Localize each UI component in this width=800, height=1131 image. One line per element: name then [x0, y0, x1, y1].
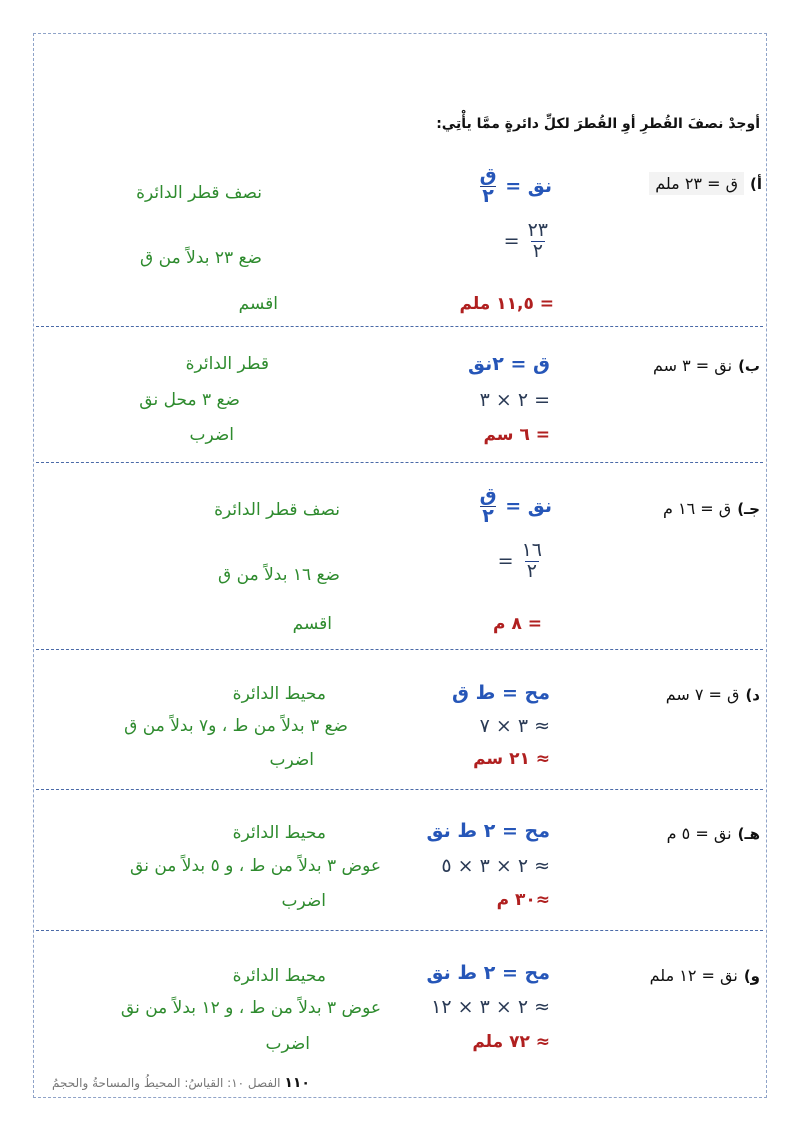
formula: ق = ٢نق [467, 353, 550, 375]
result-note: اضرب [189, 425, 234, 445]
problem-b-header [653, 356, 760, 375]
formula: مح = ٢ ط نق [426, 962, 550, 984]
result: = ٨ م [493, 614, 542, 634]
problem-label: جـ) [737, 499, 760, 518]
result: = ١١,٥ ملم [459, 294, 554, 314]
formula: مح = ٢ ط نق [426, 820, 550, 842]
result: ≈ ٢١ سم [473, 749, 550, 769]
page-footer [52, 1075, 310, 1091]
problem-c-header [663, 499, 760, 518]
result-note: اضرب [265, 1034, 310, 1054]
separator [36, 930, 763, 931]
formula: مح = ط ق [452, 682, 550, 704]
result-note: اقسم [238, 294, 278, 314]
step2: $\frac{١٦}{٢}$ = [497, 539, 542, 582]
problem-d-header [666, 685, 760, 704]
formula-note: محيط الدائرة [232, 684, 326, 704]
given-value: نق = ٣ سم [652, 356, 733, 375]
formula: نق = $\frac{\text{ق}}{٢}$ [479, 164, 552, 207]
given-value: ق = ٧ سم [665, 685, 740, 704]
formula-note: محيط الدائرة [232, 823, 326, 843]
separator [36, 789, 763, 790]
fraction: $\frac{\text{ق}}{٢}$ [479, 164, 497, 207]
problem-f-header [650, 966, 760, 985]
formula-note: نصف قطر الدائرة [214, 500, 340, 520]
problem-e-header [667, 824, 760, 843]
chapter-title: الفصل ١٠: القياسُ: المحيطُ والمساحةُ والحجمُ [52, 1076, 281, 1090]
given-value: ق = ٢٣ ملم [649, 172, 744, 195]
result: = ٦ سم [483, 425, 550, 445]
problem-label: ب) [738, 356, 760, 375]
result-note: اضرب [281, 891, 326, 911]
instructions: أوجدْ نصفَ القُطرِ أوِ القُطرَ لكلِّ دائرةٍ ممَّا يأْتِي: [436, 116, 760, 132]
step2-note: ضع ٢٣ بدلاً من ق [140, 248, 262, 268]
fraction: $\frac{٢٣}{٢}$ [527, 219, 548, 262]
given-value: نق = ٥ م [666, 824, 732, 843]
result: ≈ ٧٢ ملم [472, 1032, 550, 1052]
result-note: اقسم [292, 614, 332, 634]
step2: = ٢ × ٣ [479, 389, 550, 411]
step2-note: عوض ٣ بدلاً من ط ، و ٥ بدلاً من نق [130, 856, 381, 876]
problem-label: و) [743, 966, 760, 985]
step2-note: ضع ٣ بدلاً من ط ، و٧ بدلاً من ق [124, 716, 348, 736]
step2-note: ضع ٣ محل نق [139, 390, 240, 410]
result-note: اضرب [269, 750, 314, 770]
step2: $\frac{٢٣}{٢}$ = [503, 219, 548, 262]
separator [36, 462, 763, 463]
fraction: $\frac{\text{ق}}{٢}$ [479, 484, 497, 527]
step2-note: عوض ٣ بدلاً من ط ، و ١٢ بدلاً من نق [120, 998, 381, 1018]
formula-note: نصف قطر الدائرة [136, 183, 262, 203]
problem-label: أ) [750, 174, 762, 193]
given-value: ق = ١٦ م [663, 499, 732, 518]
problem-a-header [649, 172, 762, 195]
problem-label: د) [745, 685, 760, 704]
result: ≈٣٠ م [496, 890, 550, 910]
formula-note: قطر الدائرة [185, 354, 269, 374]
problem-label: هـ) [737, 824, 760, 843]
step2: ≈ ٢ × ٣ × ٥ [441, 855, 550, 877]
separator [36, 649, 763, 650]
fraction: $\frac{١٦}{٢}$ [521, 539, 542, 582]
step2: ≈ ٢ × ٣ × ١٢ [431, 996, 550, 1018]
separator [36, 326, 763, 327]
step2-note: ضع ١٦ بدلاً من ق [218, 565, 340, 585]
step2: ≈ ٣ × ٧ [479, 715, 550, 737]
page-number: ١١٠ [284, 1075, 310, 1091]
formula: نق = $\frac{\text{ق}}{٢}$ [479, 484, 552, 527]
given-value: نق = ١٢ ملم [649, 966, 738, 985]
formula-note: محيط الدائرة [232, 966, 326, 986]
